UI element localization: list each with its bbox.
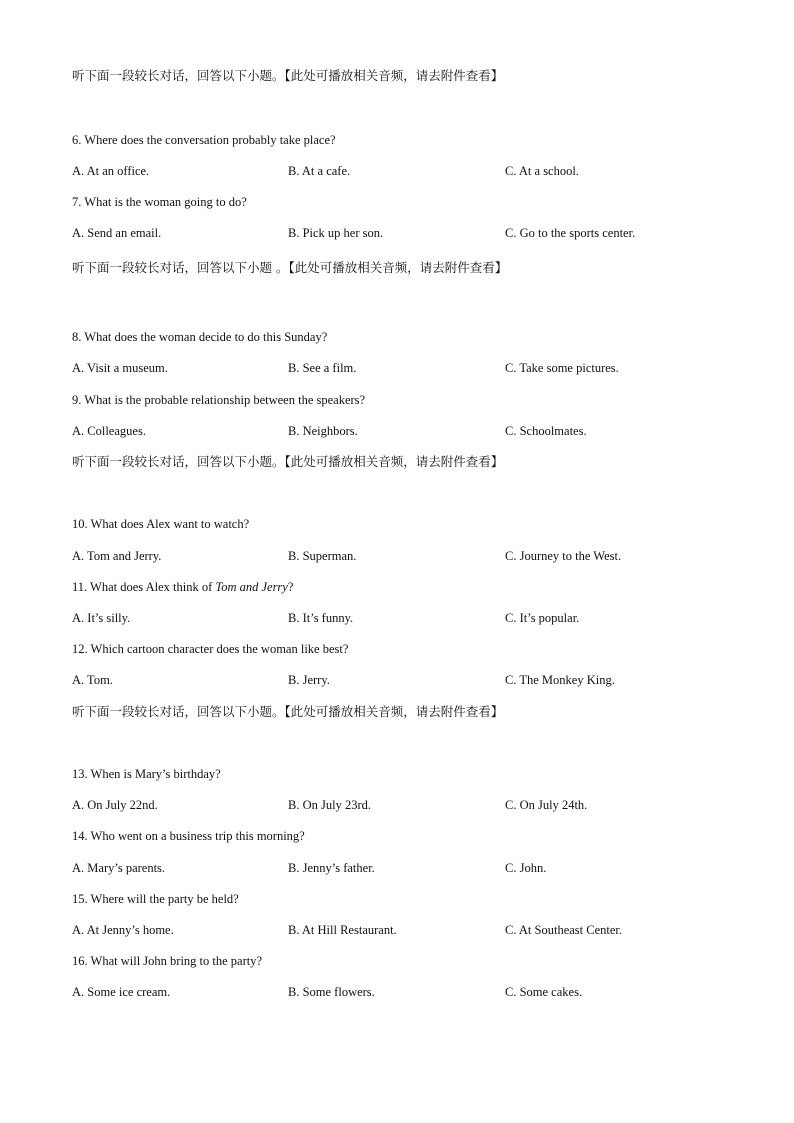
- question-15: 15. Where will the party be held?: [72, 892, 239, 906]
- option-6a: A. At an office.: [72, 164, 150, 178]
- question-12: 12. Which cartoon character does the woman like best?: [72, 642, 349, 656]
- option-16b: B. Some flowers.: [288, 985, 375, 999]
- option-14c: C. John.: [505, 861, 547, 875]
- option-7b: B. Pick up her son.: [288, 226, 384, 240]
- option-11b: B. It’s funny.: [288, 611, 354, 625]
- option-15c: C. At Southeast Center.: [505, 923, 623, 937]
- option-8a: A. Visit a museum.: [72, 361, 168, 375]
- section-instruction: 听下面一段较长对话，回答以下小题。【此处可播放相关音频，请去附件查看】: [72, 704, 504, 719]
- question-7: 7. What is the woman going to do?: [72, 195, 247, 209]
- option-6b: B. At a cafe.: [288, 164, 351, 178]
- option-8b: B. See a film.: [288, 361, 357, 375]
- option-13b: B. On July 23rd.: [288, 798, 371, 812]
- question-14: 14. Who went on a business trip this morning?: [72, 829, 305, 843]
- option-6c: C. At a school.: [505, 164, 579, 178]
- option-11c: C. It’s popular.: [505, 611, 580, 625]
- option-15b: B. At Hill Restaurant.: [288, 923, 397, 937]
- option-14a: A. Mary’s parents.: [72, 861, 166, 875]
- question-9: 9. What is the probable relationship between the speakers?: [72, 393, 366, 407]
- question-11-title: Tom and Jerry: [215, 580, 288, 594]
- option-13c: C. On July 24th.: [505, 798, 588, 812]
- option-12c: C. The Monkey King.: [505, 673, 615, 687]
- option-10c: C. Journey to the West.: [505, 549, 622, 563]
- question-13: 13. When is Mary’s birthday?: [72, 767, 221, 781]
- option-14b: B. Jenny’s father.: [288, 861, 375, 875]
- question-11-mark: ?: [287, 580, 294, 594]
- option-11a: A. It’s silly.: [72, 611, 131, 625]
- option-9c: C. Schoolmates.: [505, 424, 587, 438]
- section-instruction: 听下面一段较长对话，回答以下小题。【此处可播放相关音频，请去附件查看】: [72, 68, 504, 83]
- question-10: 10. What does Alex want to watch?: [72, 517, 250, 531]
- option-10a: A. Tom and Jerry.: [72, 549, 162, 563]
- question-11-text: 11. What does Alex think of: [72, 580, 216, 594]
- option-12a: A. Tom.: [72, 673, 113, 687]
- option-7c: C. Go to the sports center.: [505, 226, 636, 240]
- question-11: [72, 579, 293, 595]
- option-16a: A. Some ice cream.: [72, 985, 171, 999]
- section-instruction: 听下面一段较长对话，回答以下小题。【此处可播放相关音频，请去附件查看】: [72, 454, 504, 469]
- option-8c: C. Take some pictures.: [505, 361, 619, 375]
- option-15a: A. At Jenny’s home.: [72, 923, 174, 937]
- section-instruction: 听下面一段较长对话，回答以下小题 。【此处可播放相关音频，请去附件查看】: [72, 260, 508, 275]
- question-16: 16. What will John bring to the party?: [72, 954, 263, 968]
- option-13a: A. On July 22nd.: [72, 798, 158, 812]
- option-10b: B. Superman.: [288, 549, 357, 563]
- option-9b: B. Neighbors.: [288, 424, 358, 438]
- question-6: 6. Where does the conversation probably take place?: [72, 133, 336, 147]
- option-12b: B. Jerry.: [288, 673, 330, 687]
- option-7a: A. Send an email.: [72, 226, 162, 240]
- question-8: 8. What does the woman decide to do this Sunday?: [72, 330, 328, 344]
- option-16c: C. Some cakes.: [505, 985, 583, 999]
- option-9a: A. Colleagues.: [72, 424, 146, 438]
